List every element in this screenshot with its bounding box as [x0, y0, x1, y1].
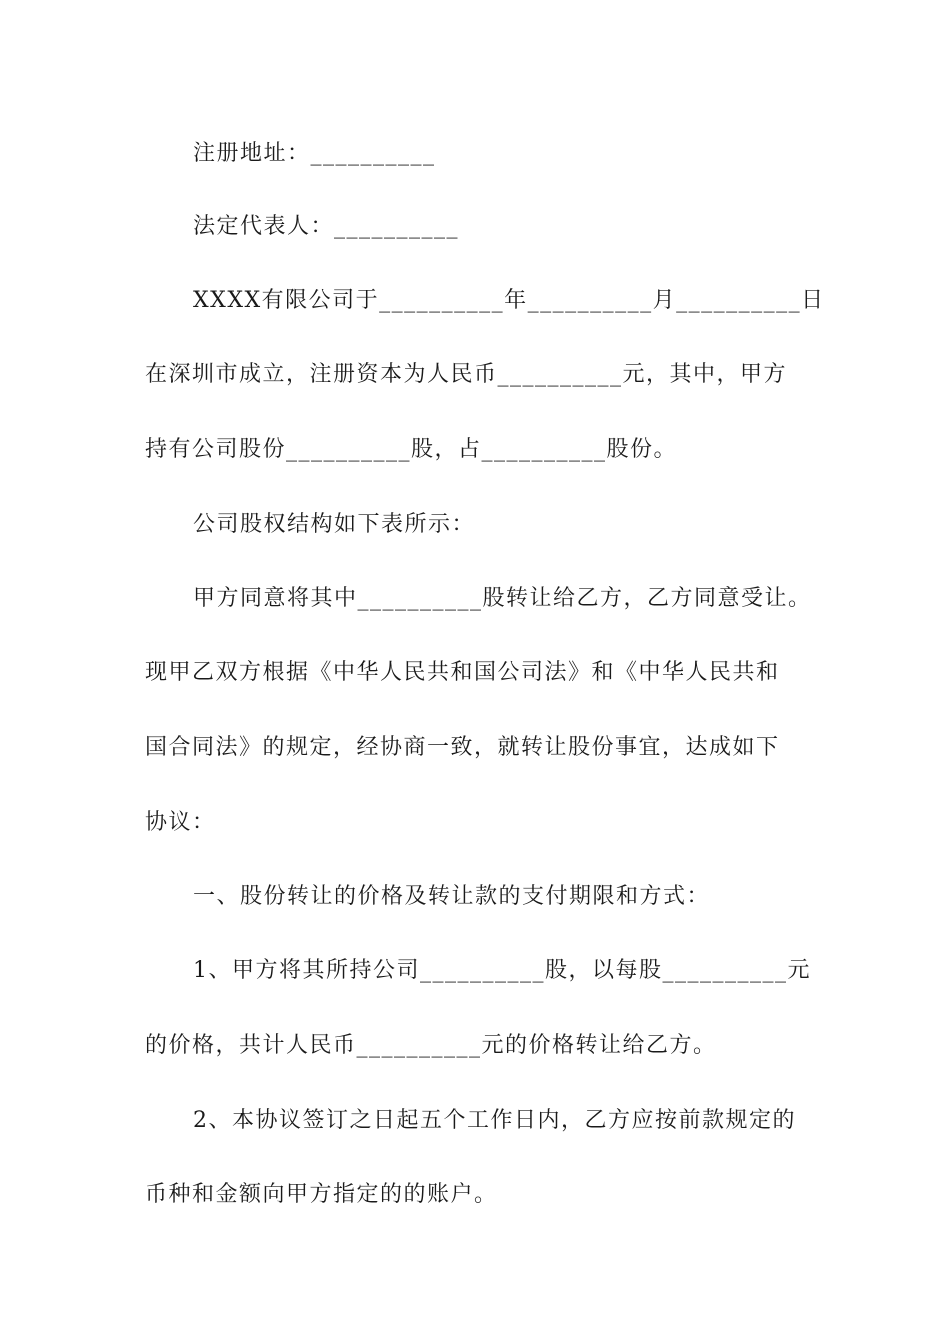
clause-1-line-1: 1、甲方将其所持公司__________股，以每股__________元	[193, 958, 811, 983]
clause-1-line-2: 的价格，共计人民币__________元的价格转让给乙方。	[145, 1033, 717, 1058]
equity-structure-line: 公司股权结构如下表所示：	[193, 512, 476, 537]
legal-representative-line: 法定代表人：__________	[193, 214, 460, 239]
legal-basis-line-3: 协议：	[145, 810, 216, 835]
legal-basis-line-1: 现甲乙双方根据《中华人民共和国公司法》和《中华人民共和	[145, 660, 780, 685]
clause-2-line-2: 币种和金额向甲方指定的的账户。	[145, 1182, 498, 1207]
clause-2-line-1: 2、本协议签订之日起五个工作日内，乙方应按前款规定的	[193, 1108, 796, 1133]
legal-basis-line-2: 国合同法》的规定，经协商一致，就转让股份事宜，达成如下	[145, 735, 780, 760]
shares-held-line: 持有公司股份__________股，占__________股份。	[145, 437, 678, 462]
registered-capital-line: 在深圳市成立，注册资本为人民币__________元，其中，甲方	[145, 362, 788, 387]
transfer-agreement-line: 甲方同意将其中__________股转让给乙方，乙方同意受让。	[193, 586, 812, 611]
registered-address-line: 注册地址：__________	[193, 141, 436, 166]
section-heading-1: 一、股份转让的价格及转让款的支付期限和方式：	[193, 884, 711, 909]
company-established-line: XXXX有限公司于__________年__________月__________日	[193, 288, 825, 313]
